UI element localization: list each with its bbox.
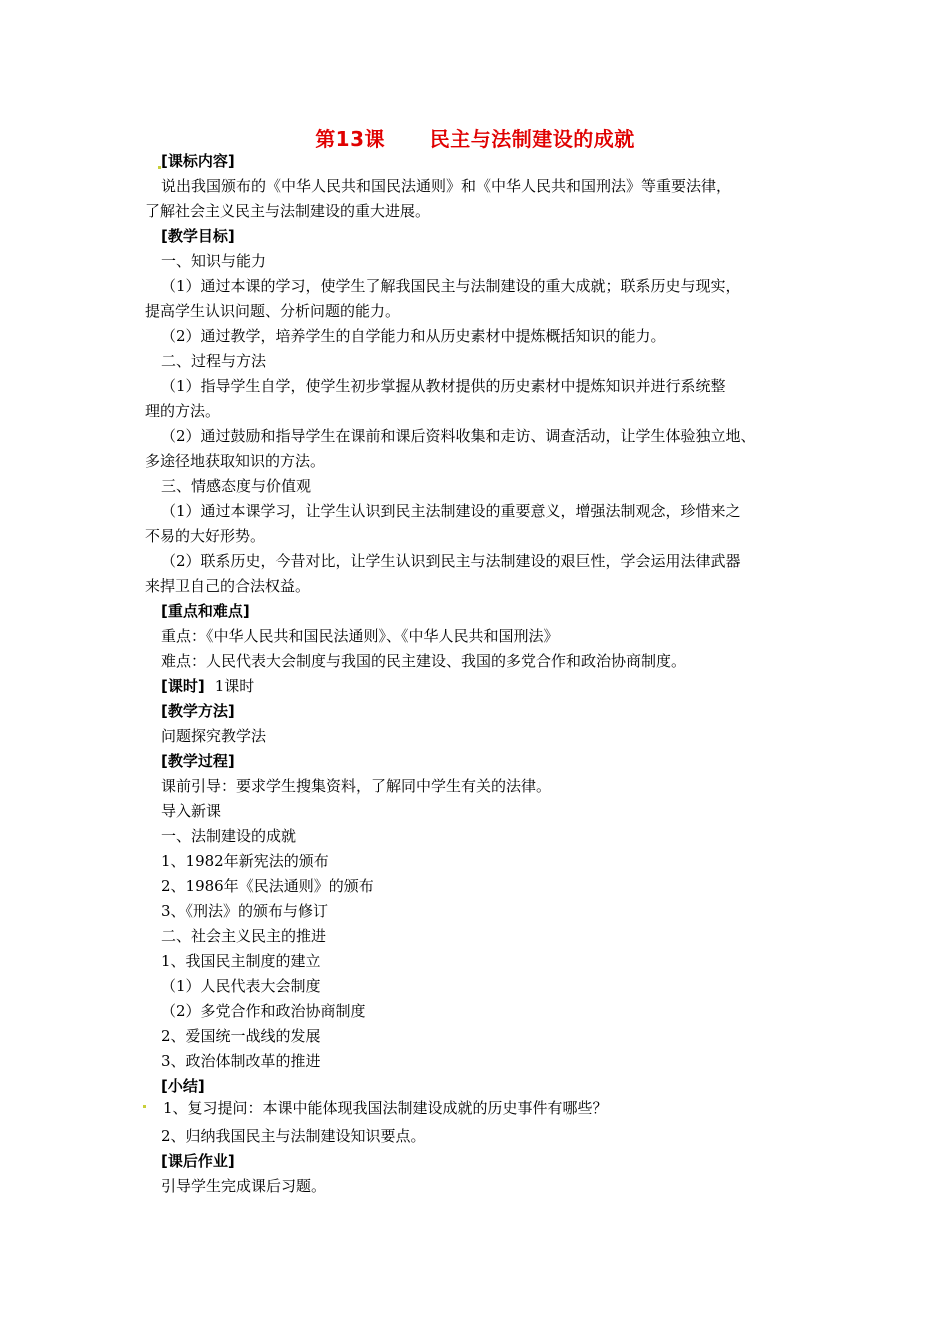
- objective-item-line: 提高学生认识问题、分析问题的能力。: [145, 302, 401, 320]
- objective-item-line: （2）联系历史，今昔对比，让学生认识到民主与法制建设的艰巨性，学会运用法律武器: [161, 552, 741, 570]
- objective-section-title: 三、情感态度与价值观: [161, 477, 312, 495]
- process-line: 3、政治体制改革的推进: [161, 1052, 321, 1070]
- lesson-title: 第13课 民主与法制建设的成就: [315, 127, 635, 151]
- process-line: 一、法制建设的成就: [161, 827, 297, 845]
- hours-row: [161, 676, 254, 696]
- objective-item-line: （1）通过本课的学习，使学生了解我国民主与法制建设的重大成就；联系历史与现实，: [161, 277, 741, 295]
- objective-section-title: 一、知识与能力: [161, 252, 267, 270]
- homework-value: 引导学生完成课后习题。: [161, 1177, 327, 1195]
- objective-item-line: （2）通过教学，培养学生的自学能力和从历史素材中提炼概括知识的能力。: [161, 327, 666, 345]
- objective-item-line: （2）通过鼓励和指导学生在课前和课后资料收集和走访、调查活动，让学生体验独立地、: [161, 427, 756, 445]
- difficult-point-text: 难点：人民代表大会制度与我国的民主建设、我国的多党合作和政治协商制度。: [161, 652, 687, 670]
- process-line: （1）人民代表大会制度: [161, 977, 321, 995]
- objective-item-line: 不易的大好形势。: [145, 527, 266, 545]
- key-point-text: 重点：《中华人民共和国民法通则》、《中华人民共和国刑法》: [161, 627, 559, 645]
- summary-line: 2、归纳我国民主与法制建设知识要点。: [161, 1127, 426, 1145]
- objective-item-line: （1）指导学生自学，使学生初步掌握从教材提供的历史素材中提炼知识并进行系统整: [161, 377, 726, 395]
- process-line: 二、社会主义民主的推进: [161, 927, 327, 945]
- objective-item-line: 来捍卫自己的合法权益。: [145, 577, 311, 595]
- objectives-heading: [教学目标]: [161, 227, 235, 245]
- summary-line: 1、复习提问：本课中能体现我国法制建设成就的历史事件有哪些？: [163, 1099, 608, 1117]
- keypoints-heading: [重点和难点]: [161, 602, 250, 620]
- summary-heading: [小结]: [161, 1077, 205, 1095]
- objective-item-line: （1）通过本课学习，让学生认识到民主法制建设的重要意义，增强法制观念，珍惜来之: [161, 502, 741, 520]
- standard-text-line: 了解社会主义民主与法制建设的重大进展。: [145, 202, 431, 220]
- method-heading: [教学方法]: [161, 702, 235, 720]
- scan-speck: [143, 1105, 146, 1108]
- process-line: （2）多党合作和政治协商制度: [161, 1002, 366, 1020]
- hours-heading: [课时]: [161, 677, 205, 695]
- process-line: 2、1986年《民法通则》的颁布: [161, 877, 374, 895]
- homework-heading: [课后作业]: [161, 1152, 235, 1170]
- objective-section-title: 二、过程与方法: [161, 352, 267, 370]
- process-line: 1、我国民主制度的建立: [161, 952, 321, 970]
- hours-value: 1课时: [214, 677, 255, 695]
- objective-item-line: 多途径地获取知识的方法。: [145, 452, 326, 470]
- objective-item-line: 理的方法。: [145, 402, 221, 420]
- process-line: 课前引导：要求学生搜集资料，了解同中学生有关的法律。: [161, 777, 552, 795]
- standard-heading: [课标内容]: [161, 152, 235, 170]
- process-line: 3、《刑法》的颁布与修订: [161, 902, 329, 920]
- process-line: 导入新课: [161, 802, 222, 820]
- method-value: 问题探究教学法: [161, 727, 267, 745]
- process-heading: [教学过程]: [161, 752, 235, 770]
- process-line: 1、1982年新宪法的颁布: [161, 852, 329, 870]
- process-line: 2、爱国统一战线的发展: [161, 1027, 321, 1045]
- standard-text-line: 说出我国颁布的《中华人民共和国民法通则》和《中华人民共和国刑法》等重要法律，: [161, 177, 732, 195]
